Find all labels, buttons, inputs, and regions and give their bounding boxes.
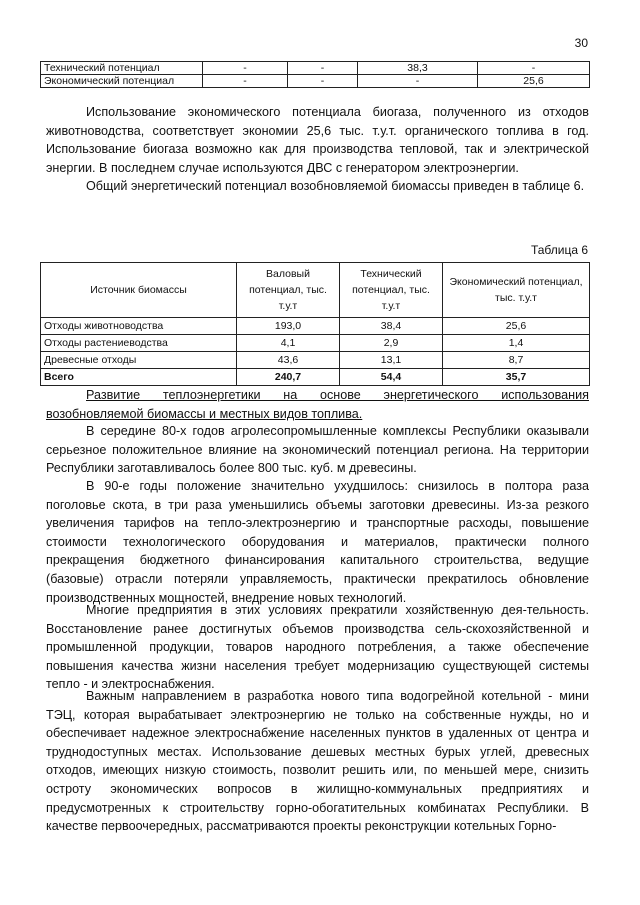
table-cell: 43,6: [237, 352, 340, 369]
table-cell: -: [203, 62, 288, 75]
paragraph-90s: В 90-е годы положение значительно ухудшилось: снизилось в полтора раза поголовье скота, в три раза уменьшились объемы заготовки древесины. Из-за резкого увеличения тарифов на тепло-электроэнергию и транспортные расходы, повышение стоимости технологического оборудования и материалов, практически полного прекращения бюджетного финансирования капитального строительства, ведущие (базовые) отрасли потеряли управляемость, практически прекратилось обновление производственных мощностей, внедрение новых технологий.: [46, 479, 589, 605]
table-cell: 193,0: [237, 318, 340, 335]
section-heading: Развитие теплоэнергетики на основе энергетического использования возобновляемой биомассы и местных видов топлива.: [46, 388, 589, 421]
table-cell: 25,6: [443, 318, 590, 335]
table-row: [41, 318, 590, 335]
table-cell: 25,6: [478, 75, 590, 88]
table-cell: 8,7: [443, 352, 590, 369]
column-header: Валовый потенциал, тыс. т.у.т: [237, 263, 340, 318]
paragraph-mini-chp: Важным направлением в разработка нового типа водогрейной котельной - мини ТЭЦ, которая вырабатывает электроэнергию не только на собственные нужды, но и обеспечивает надежное электроснабжение населенных пунктов в удаленных от центра и труднодоступных местах. Использование дешевых местных бурых углей, древесных отходов, имеющих низкую стоимость, позволит решить или, по меньшей мере, снизить остроту экономических вопросов в жилищно-коммунальных предприятиях и предусмотренных к строительству горно-обогатительных комбинатах Республики. В качестве первоочередных, рассматриваются проекты реконструкции котельных Горно-: [46, 689, 589, 834]
row-label: Всего: [41, 369, 237, 386]
table-cell: 1,4: [443, 335, 590, 352]
row-label: Древесные отходы: [41, 352, 237, 369]
table-row: [41, 335, 590, 352]
table-caption: Таблица 6: [530, 243, 588, 257]
biomass-potential-table: [40, 262, 590, 386]
top-table: [40, 61, 590, 88]
table-cell: -: [203, 75, 288, 88]
column-header: Источник биомассы: [41, 263, 237, 318]
paragraph-biogas: Использование экономического потенциала биогаза, полученного из отходов животноводства, соответствует экономии 25,6 тыс. т.у.т. органического топлива в год. Использование биогаза возможно как для производства тепловой, так и электрической энергии. В последнем случае используются ДВС с генератором электроэнергии.: [46, 105, 589, 175]
table-row: [41, 62, 590, 75]
table-cell: -: [288, 75, 358, 88]
page-number: 30: [574, 36, 588, 50]
table-cell: -: [478, 62, 590, 75]
column-header: Технический потенциал, тыс. т.у.т: [340, 263, 443, 318]
table-cell: 240,7: [237, 369, 340, 386]
table-cell: 13,1: [340, 352, 443, 369]
table-row: [41, 75, 590, 88]
table-cell: 54,4: [340, 369, 443, 386]
row-label: Отходы растениеводства: [41, 335, 237, 352]
table-header-row: [41, 263, 590, 318]
paragraph-enterprises: Многие предприятия в этих условиях прекратили хозяйственную дея-тельность. Восстановление ранее достигнутых объемов производства сель-скохозяйственной и промышленной продукции, товаров народного потребления, а также обеспечение повышения качества жизни населения требует модернизацию существующей системы тепло - и электроснабжения.: [46, 603, 589, 692]
table-cell: 35,7: [443, 369, 590, 386]
row-label: Технический потенциал: [41, 62, 203, 75]
table-cell: 38,3: [358, 62, 478, 75]
paragraph-80s: В середине 80-х годов агролесопромышленные комплексы Республики оказывали серьезное положительное влияние на экономический потенциал региона. На территории Республики заготавливалось более 800 тыс. куб. м древесины.: [46, 424, 589, 476]
column-header: Экономический потенциал, тыс. т.у.т: [443, 263, 590, 318]
paragraph-table-ref: Общий энергетический потенциал возобновляемой биомассы приведен в таблице 6.: [86, 179, 585, 193]
table-total-row: [41, 369, 590, 386]
table-cell: -: [288, 62, 358, 75]
table-row: [41, 352, 590, 369]
row-label: Экономический потенциал: [41, 75, 203, 88]
table-cell: 38,4: [340, 318, 443, 335]
table-cell: -: [358, 75, 478, 88]
table-cell: 4,1: [237, 335, 340, 352]
table-cell: 2,9: [340, 335, 443, 352]
row-label: Отходы животноводства: [41, 318, 237, 335]
